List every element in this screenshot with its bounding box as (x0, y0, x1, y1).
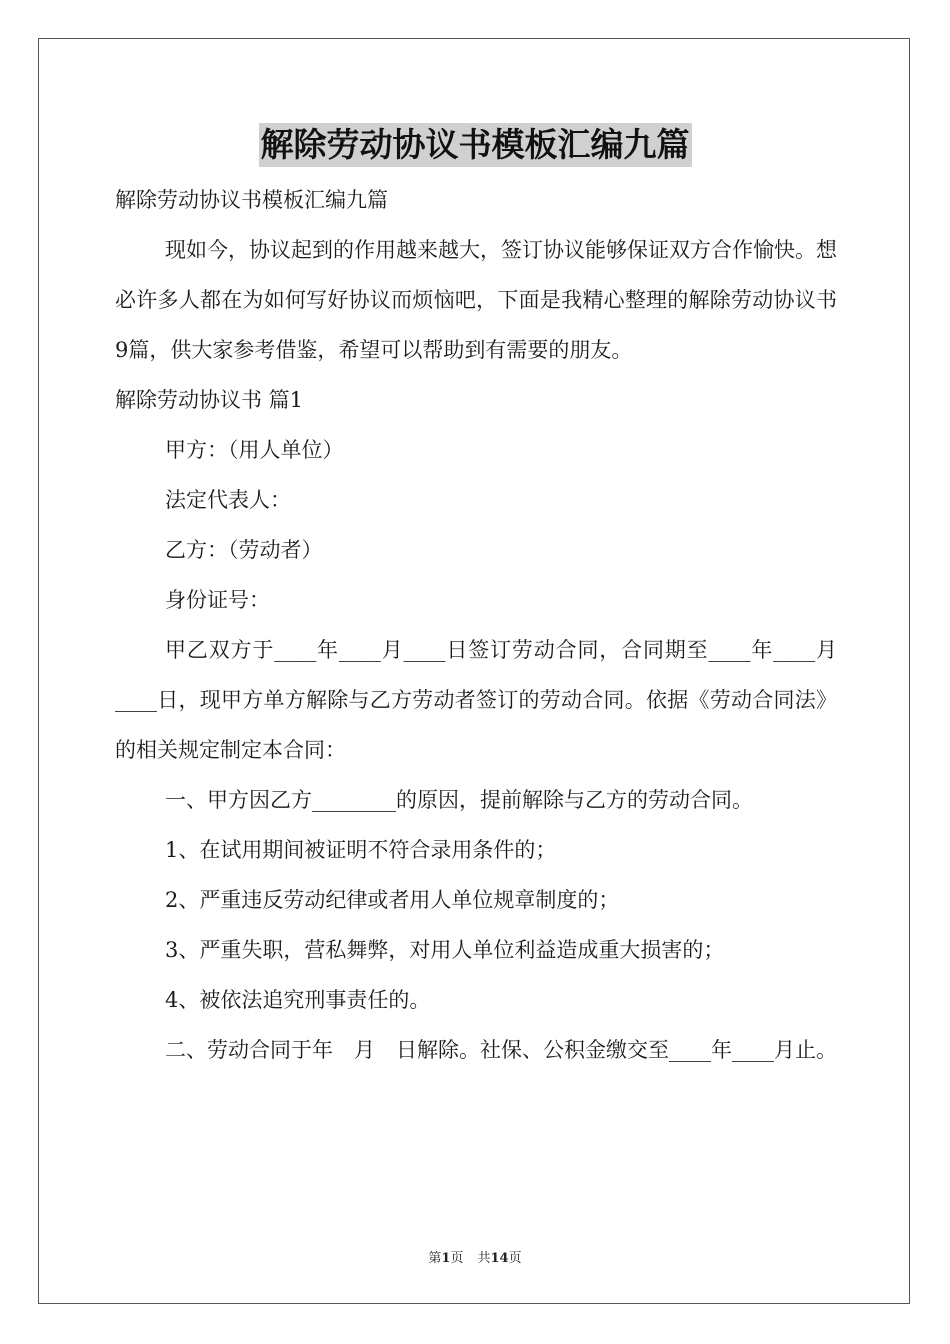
paragraph: 一、甲方因乙方________的原因，提前解除与乙方的劳动合同。 (165, 788, 753, 812)
paragraph: 身份证号： (165, 588, 270, 612)
paragraph: 解除劳动协议书模板汇编九篇 (115, 188, 388, 212)
document-body (115, 175, 837, 1075)
total-pages: 14 (490, 1251, 509, 1266)
paragraph: 4、被依法追究刑事责任的。 (165, 988, 431, 1012)
page-footer (0, 1247, 950, 1266)
paragraph: 3、严重失职，营私舞弊，对用人单位利益造成重大损害的； (165, 938, 725, 962)
paragraph: 解除劳动协议书 篇1 (115, 388, 304, 412)
paragraph: 现如今，协议起到的作用越来越大，签订协议能够保证双方合作愉快。想必许多人都在为如何写好协议而烦恼吧，下面是我精心整理的解除劳动协议书9篇，供大家参考借鉴，希望可以帮助到有需要的朋友。 (115, 238, 837, 362)
paragraph: 1、在试用期间被证明不符合录用条件的； (165, 838, 557, 862)
page-number: 1 (441, 1251, 451, 1266)
paragraph: 法定代表人： (165, 488, 291, 512)
total-prefix: 共 (477, 1251, 491, 1266)
paragraph: 甲方：（用人单位） (165, 438, 344, 462)
paragraph: 2、严重违反劳动纪律或者用人单位规章制度的； (165, 888, 620, 912)
paragraph: 甲乙双方于____年____月____日签订劳动合同，合同期至____年____月____日，现甲方单方解除与乙方劳动者签订的劳动合同。依据《劳动合同法》的相关规定制定本合同： (115, 638, 837, 762)
document-title: 解除劳动协议书模板汇编九篇 (259, 123, 692, 167)
paragraph: 乙方：（劳动者） (165, 538, 323, 562)
title-block (0, 123, 950, 167)
page-prefix: 第 (428, 1251, 442, 1266)
total-suffix: 页 (508, 1251, 522, 1266)
page-suffix: 页 (450, 1251, 464, 1266)
paragraph: 二、劳动合同于年 月 日解除。社保、公积金缴交至____年____月止。 (165, 1038, 837, 1062)
